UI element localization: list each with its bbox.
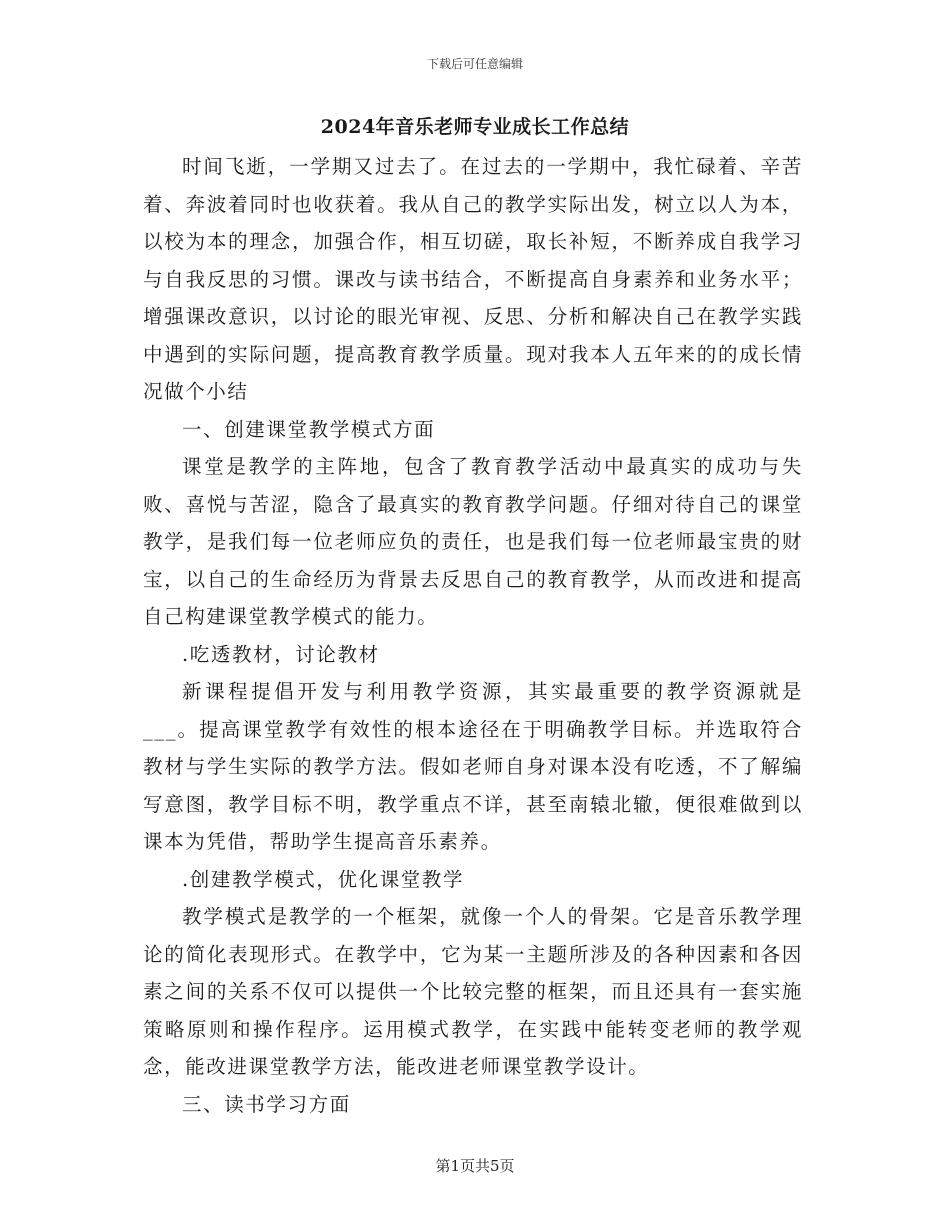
paragraph-classroom: 课堂是教学的主阵地，包含了教育教学活动中最真实的成功与失败、喜悦与苦涩，隐含了最真实的教育教学问题。仔细对待自己的课堂教学，是我们每一位老师应负的责任，也是我们每一位老师最宝贵的财宝，以自己的生命经历为背景去反思自己的教育教学，从而改进和提高自己构建课堂教学模式的能力。	[143, 455, 803, 628]
document-title: 2024年音乐老师专业成长工作总结	[320, 116, 630, 138]
paragraph-textbook: 新课程提倡开发与利用教学资源，其实最重要的教学资源就是___。提高课堂教学有效性的根本途径在于明确教学目标。并选取符合教材与学生实际的教学方法。假如老师自身对课本没有吃透，不了解编写意图，教学目标不明，教学重点不详，甚至南辕北辙，便很难做到以课本为凭借，帮助学生提高音乐素养。	[143, 680, 803, 853]
document-body	[143, 148, 803, 1123]
header-note: 下载后可任意编辑	[426, 57, 523, 71]
subheading-teaching-model: .创建教学模式，优化课堂教学	[182, 867, 465, 891]
paragraph-intro: 时间飞逝，一学期又过去了。在过去的一学期中，我忙碌着、辛苦着、奔波着同时也收获着。我从自己的教学实际出发，树立以人为本，以校为本的理念，加强合作，相互切磋，取长补短，不断养成自我学习与自我反思的习惯。课改与读书结合，不断提高自身素养和业务水平；增强课改意识，以讨论的眼光审视、反思、分析和解决自己在教学实践中遇到的实际问题，提高教育教学质量。现对我本人五年来的的成长情况做个小结	[143, 155, 803, 403]
subheading-textbook: .吃透教材，讨论教材	[182, 642, 380, 666]
paragraph-teaching-model: 教学模式是教学的一个框架，就像一个人的骨架。它是音乐教学理论的简化表现形式。在教学中，它为某一主题所涉及的各种因素和各因素之间的关系不仅可以提供一个比较完整的框架，而且还具有一套实施策略原则和操作程序。运用模式教学，在实践中能转变老师的教学观念，能改进课堂教学方法，能改进老师课堂教学设计。	[143, 905, 803, 1078]
section-heading-1: 一、创建课堂教学模式方面	[182, 417, 436, 441]
section-heading-3: 三、读书学习方面	[182, 1092, 351, 1116]
page-number: 第1页共5页	[435, 1157, 515, 1175]
